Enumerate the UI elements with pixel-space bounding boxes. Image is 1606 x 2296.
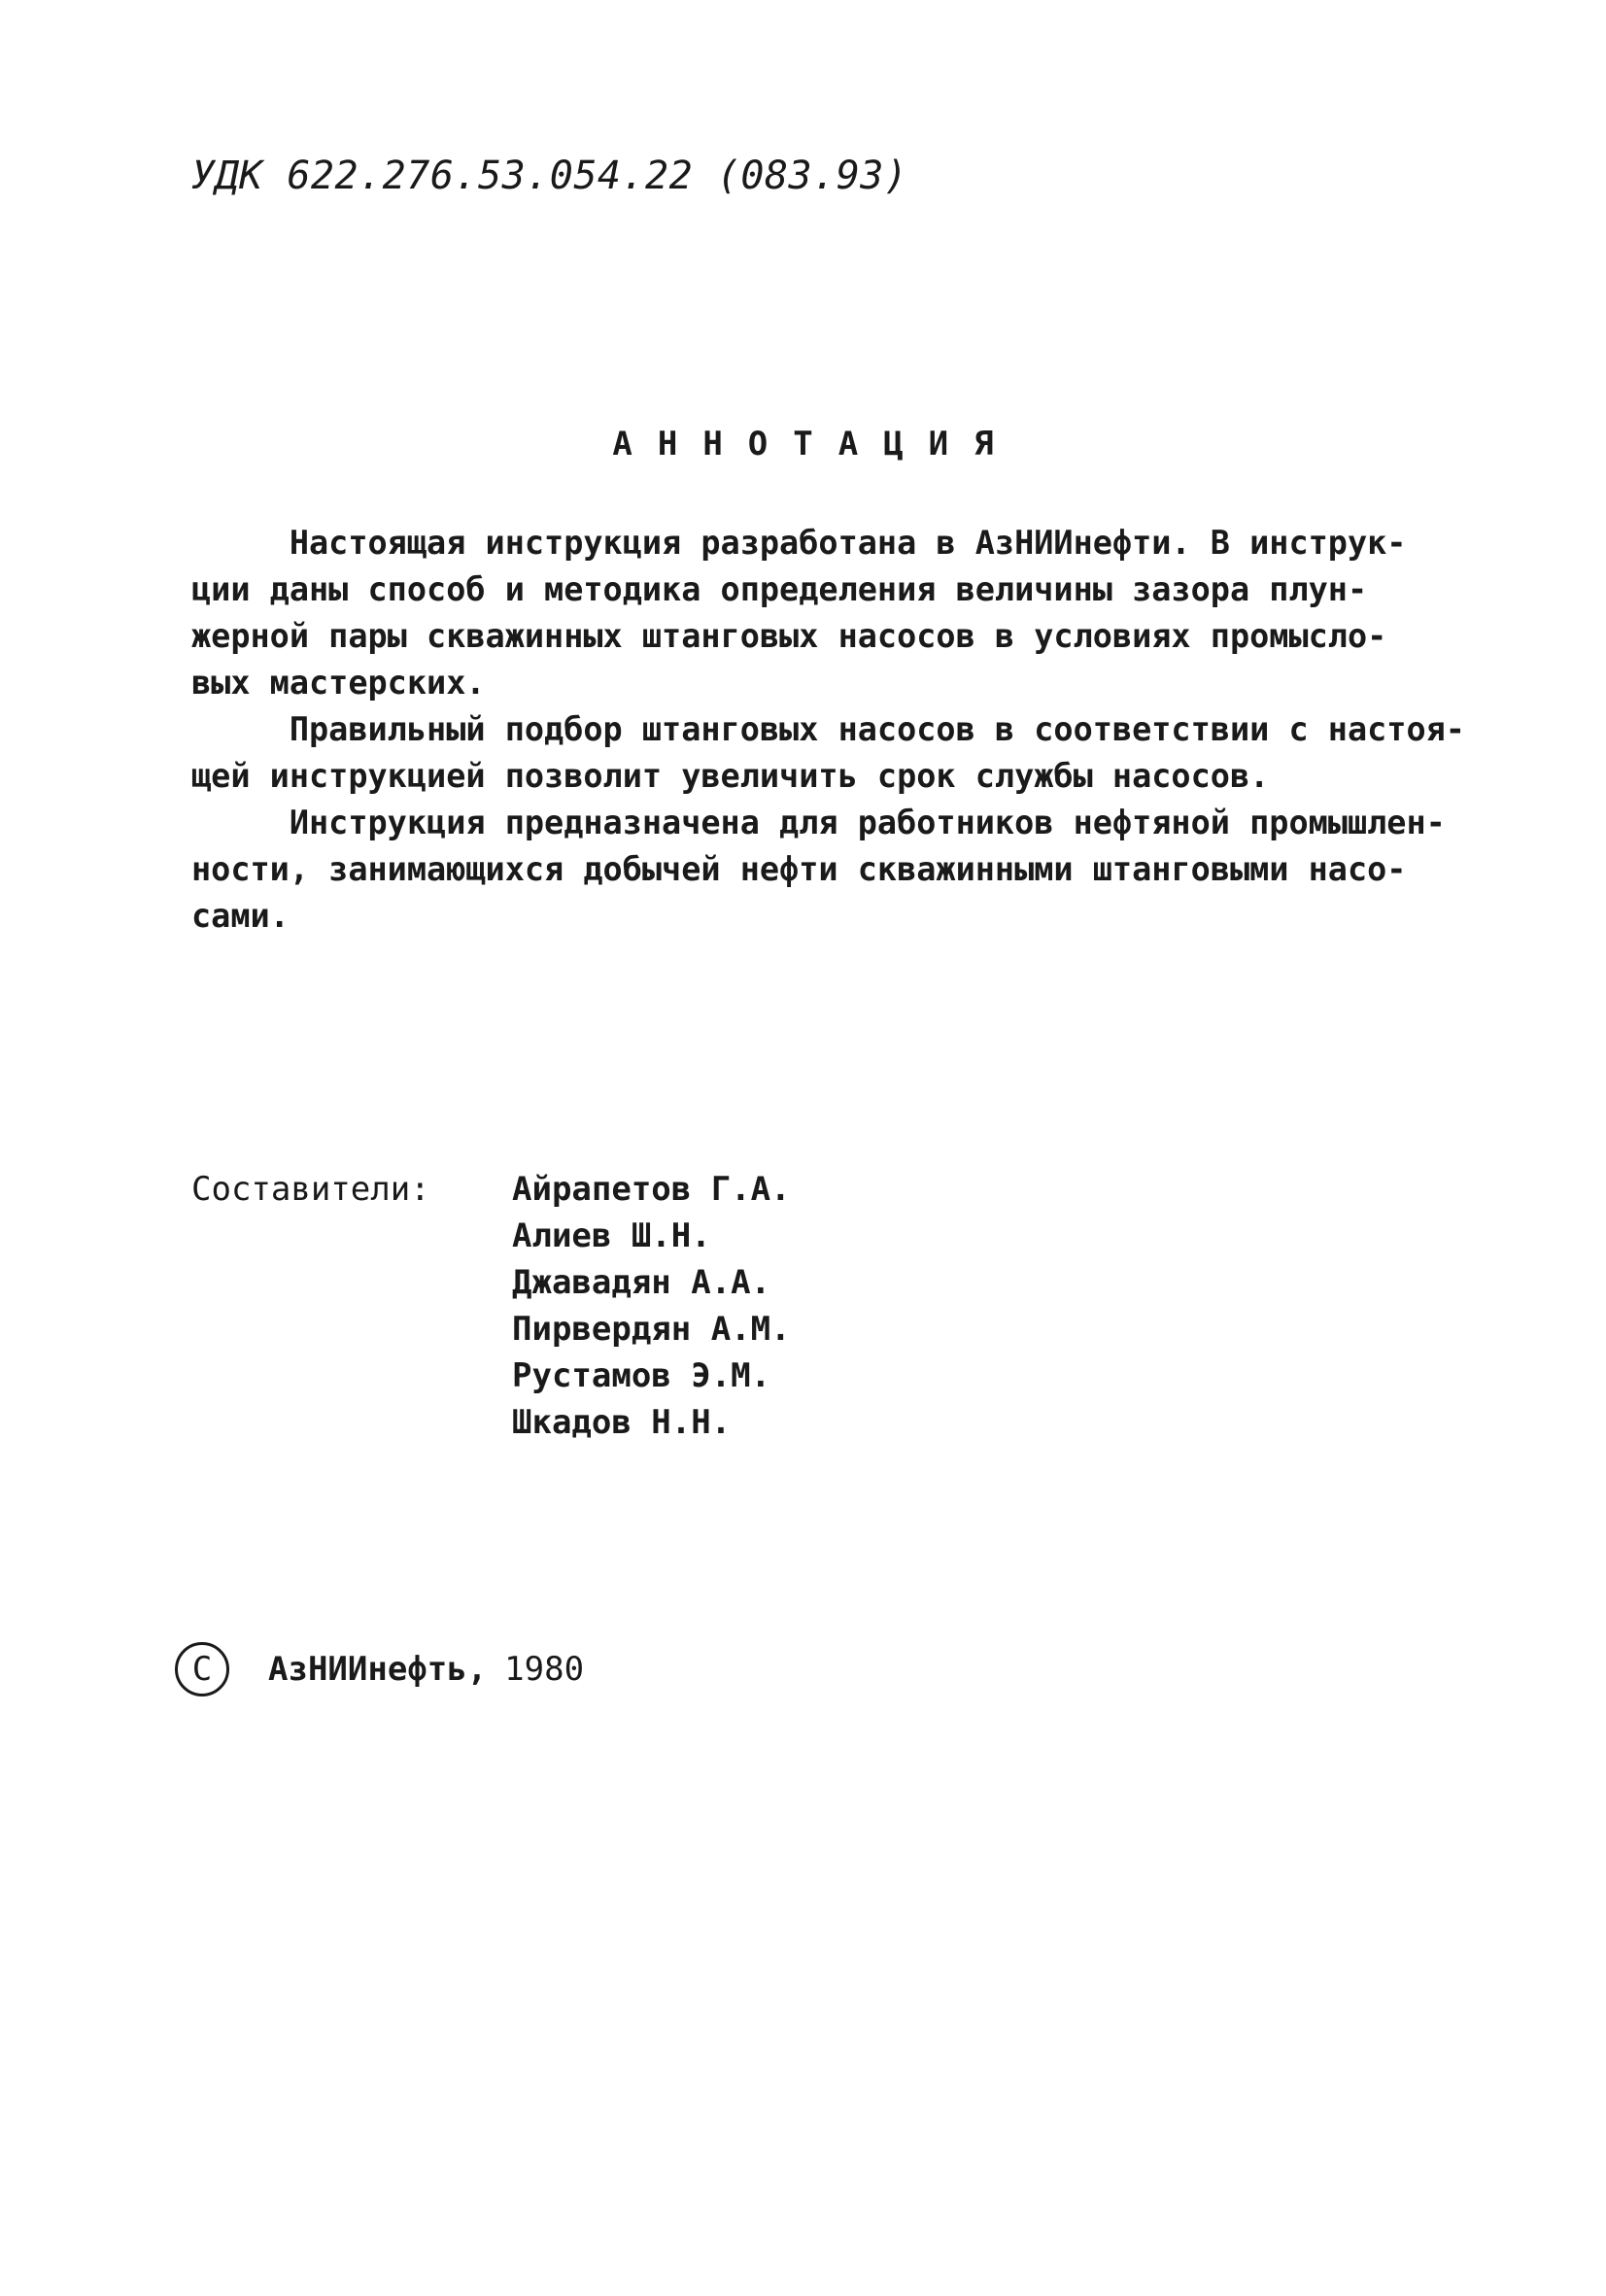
author-name: Джавадян А.А. (512, 1263, 771, 1302)
author-name: Алиев Ш.Н. (512, 1217, 711, 1255)
authors-label: Составители: (191, 1170, 430, 1209)
paragraph-line: Инструкция предназначена для работников нефтяной промышлен- (191, 804, 1446, 841)
copyright-organization: АзНИИнефть, (268, 1650, 488, 1689)
author-name: Шкадов Н.Н. (512, 1403, 732, 1442)
paragraph-line: ности, занимающихся добычей нефти скважинными штанговыми насо- (191, 850, 1407, 888)
paragraph-line: Правильный подбор штанговых насосов в соответствии с настоя- (191, 710, 1465, 748)
annotation-body (191, 520, 1465, 940)
authors-list (512, 1166, 791, 1446)
copyright-line (175, 1642, 584, 1696)
udk-code: УДК 622.276.53.054.22 (083.93) (191, 154, 908, 198)
author-name: Айрапетов Г.А. (512, 1170, 791, 1209)
paragraph-line: жерной пары скважинных штанговых насосов в условиях промысло- (191, 617, 1387, 655)
paragraph-line: щей инструкцией позволит увеличить срок службы насосов. (191, 757, 1270, 795)
annotation-heading: АННОТАЦИЯ (612, 425, 1019, 463)
copyright-icon: С (175, 1642, 229, 1696)
paragraph-line: вых мастерских. (191, 664, 486, 702)
copyright-year: 1980 (504, 1650, 585, 1689)
paragraph-line: Настоящая инструкция разработана в АзНИИнефти. В инструк- (191, 524, 1407, 562)
paragraph-line: сами. (191, 897, 290, 935)
paragraph-line: ции даны способ и методика определения величины зазора плун- (191, 570, 1368, 608)
author-name: Рустамов Э.М. (512, 1356, 771, 1395)
author-name: Пирвердян А.М. (512, 1310, 791, 1349)
